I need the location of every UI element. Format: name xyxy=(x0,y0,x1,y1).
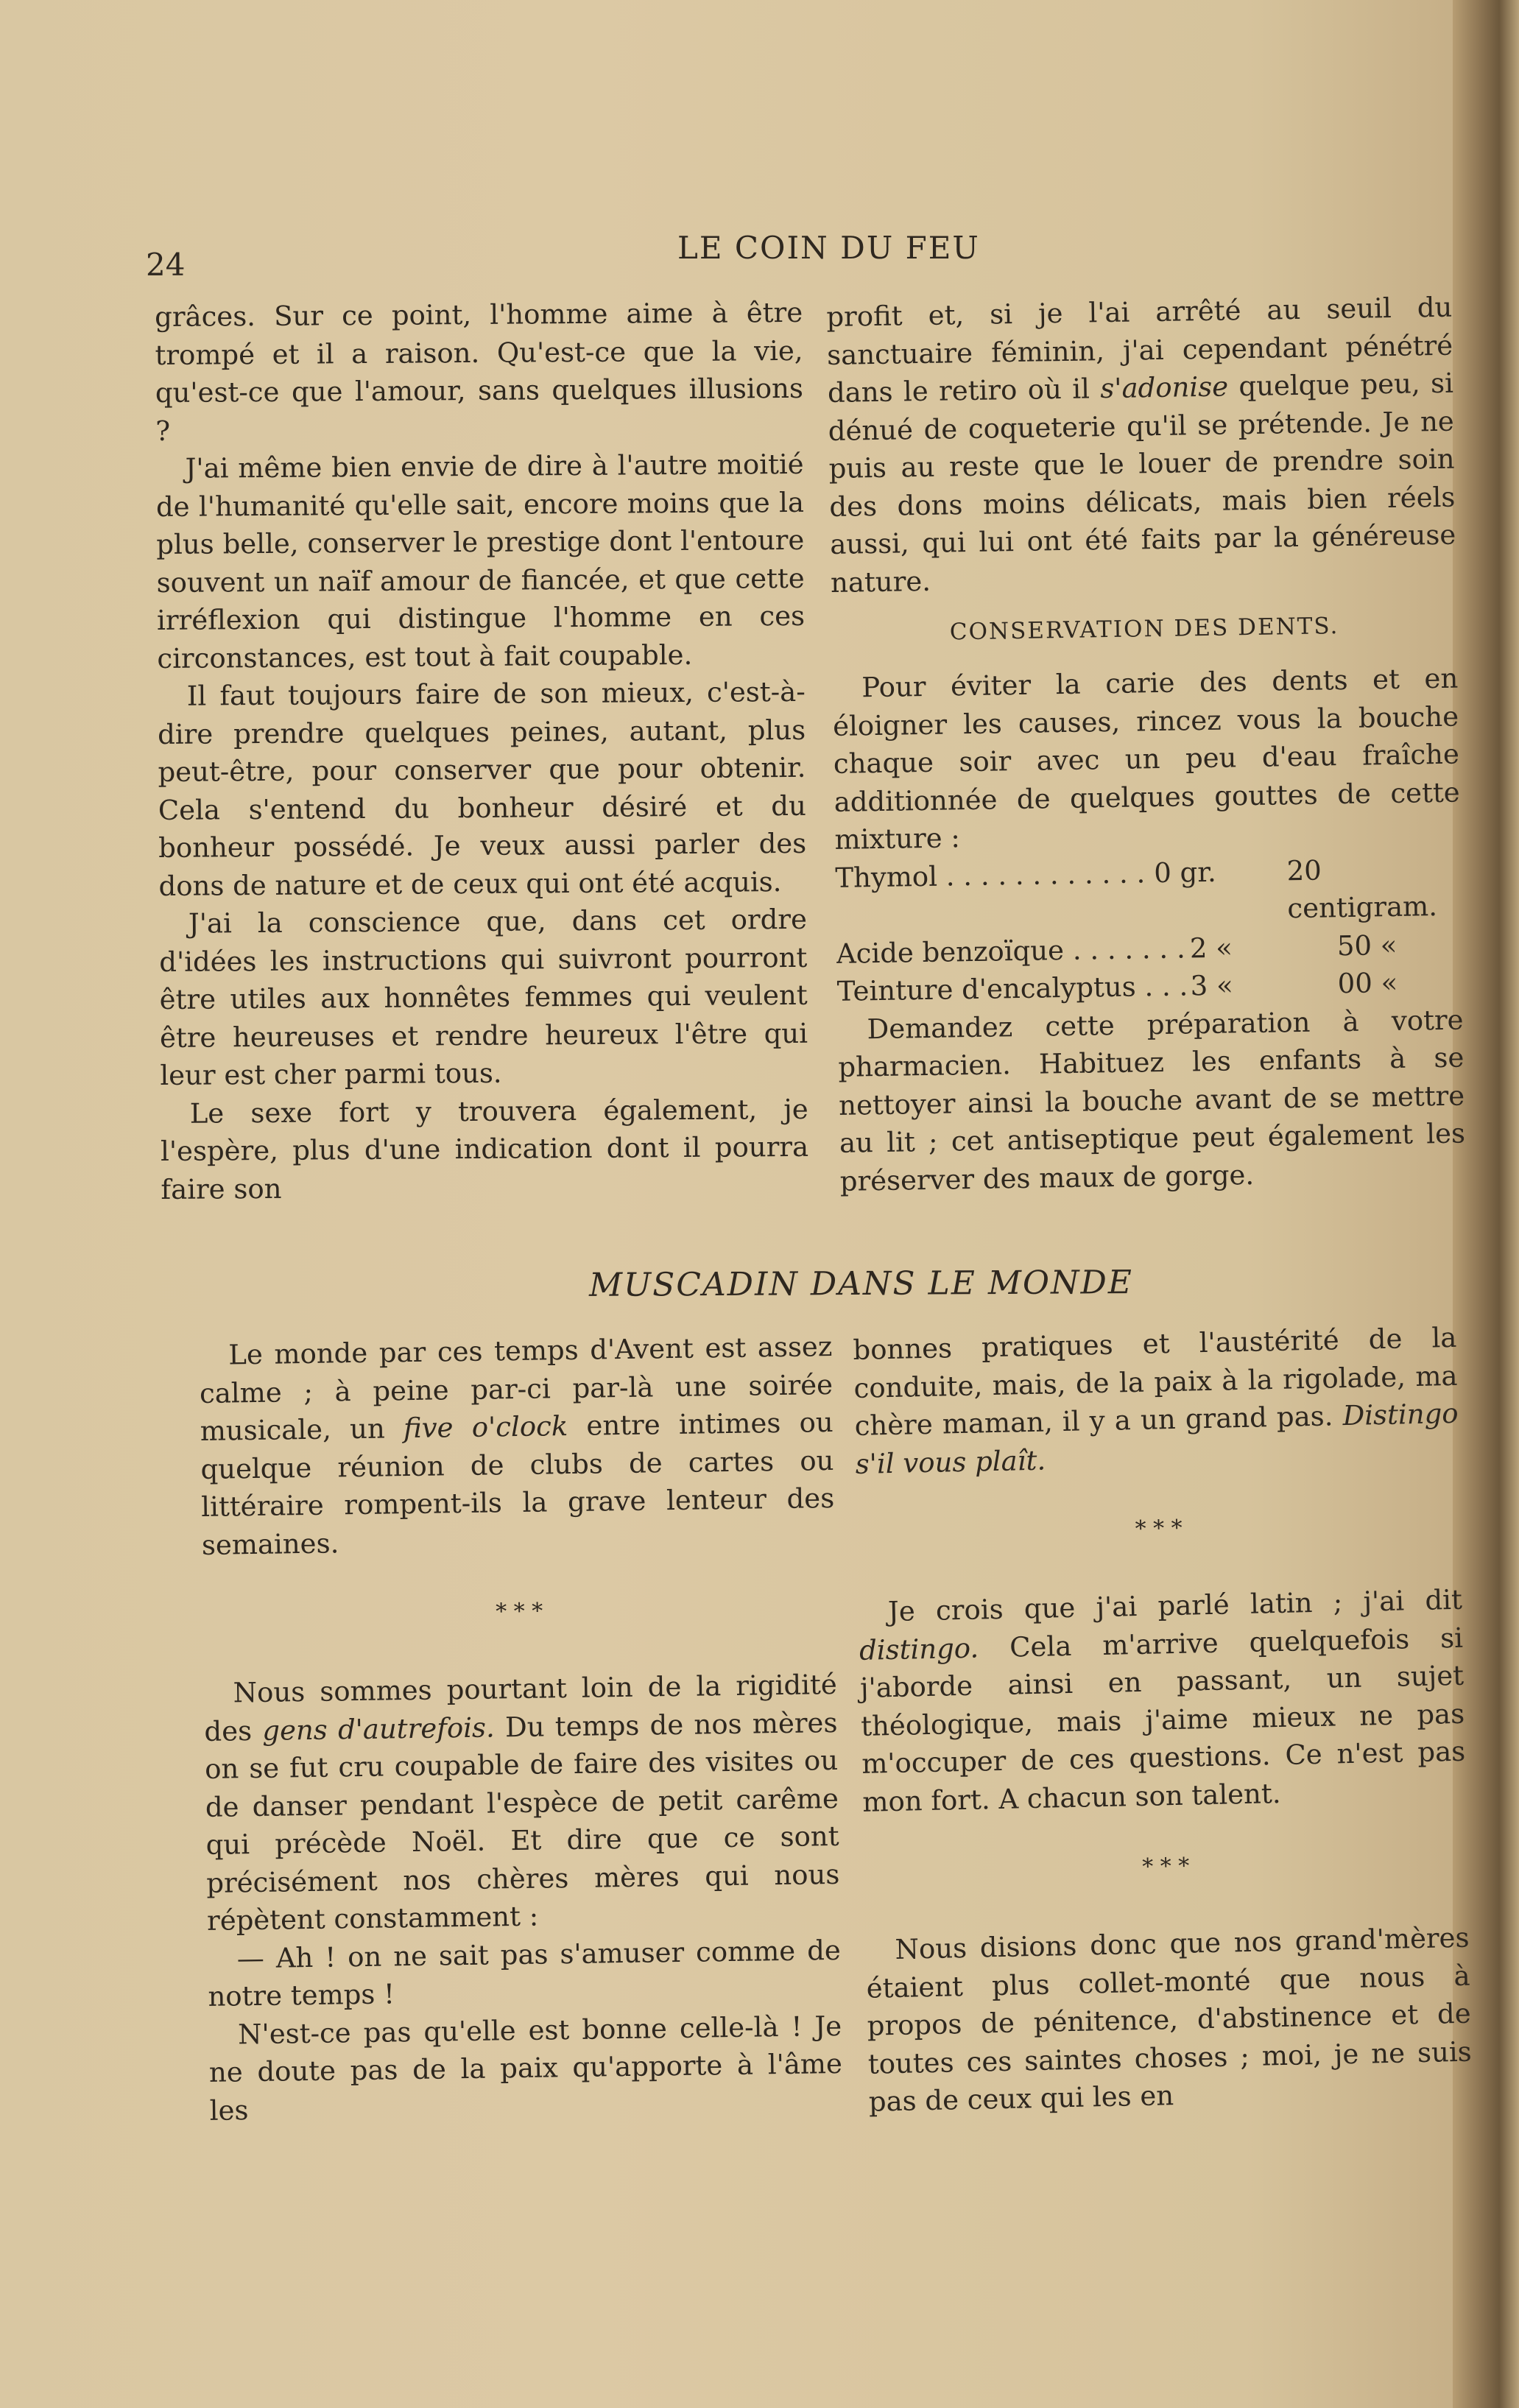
italic-text: gens d'autrefois. xyxy=(262,1711,496,1747)
text-run: Cela m'arrive quelquefois si j'aborde ainsi en passant, un sujet théologique, mais j'aime mieux ne pas m'occuper de ces questions. Ce n'est pas mon fort. A chacun son talent. xyxy=(859,1622,1466,1818)
paragraph: Le sexe fort y trouvera également, je l'espère, plus d'une indication dont il pourra faire son xyxy=(160,1093,809,1205)
paragraph xyxy=(826,289,1456,602)
italic-text: distingo. xyxy=(859,1632,979,1666)
ingredient-grams: 0 gr. xyxy=(1153,856,1216,889)
ingredient-centigrams: 20 centigram. xyxy=(1286,854,1438,925)
text-run: bonnes pratiques et l'austérité de la conduite, mais, de la paix à la rigolade, ma chère maman, il y a un grand pas. xyxy=(853,1321,1458,1442)
text-run: Nous sommes pourtant loin de la rigidité des xyxy=(204,1668,837,1747)
ingredient-grams: 2 « xyxy=(1189,931,1233,964)
paragraph xyxy=(203,1666,840,1940)
paragraph: J'ai la conscience que, dans cet ordre d'idées les instructions qui suivront pourront être utiles aux honnêtes femmes qui veulent être heureuses et rendre heureux l'être qui leur est cher parmi tous. xyxy=(159,903,808,1091)
asterism: * * * xyxy=(1141,1853,1190,1880)
italic-text: s'adonise xyxy=(1100,370,1229,405)
paragraph xyxy=(199,1328,835,1564)
bottom-left-column xyxy=(199,1328,843,2130)
section-title: MUSCADIN DANS LE MONDE xyxy=(588,1264,1134,1304)
text-run: Je crois que j'ai parlé latin ; j'ai dit xyxy=(887,1583,1463,1628)
formula-row xyxy=(835,849,1462,934)
ingredient-name: Teinture d'encalyptus . . . xyxy=(836,967,1191,1010)
text-run: Le monde par ces temps d'Avent est assez calme ; à peine par-ci par-là une soirée musicale, un xyxy=(199,1330,833,1447)
running-title: LE COIN DU FEU xyxy=(677,230,980,266)
paragraph xyxy=(858,1581,1466,1821)
bottom-right-column xyxy=(853,1319,1473,2121)
italic-text: five o'clock xyxy=(403,1410,568,1445)
text-run: profit et, si je l'ai arrêté au seuil du sanctuaire féminin, j'ai cependant pénétré dans le retiro où il xyxy=(826,291,1453,409)
paragraph: Il faut toujours faire de son mieux, c'est-à-dire prendre quelques peines, autant, plus peut-être, pour conserver que pour obtenir. Cela s'entend du bonheur désiré et du bonheur possédé. Je veux aussi parler des dons de nature et de ceux qui ont été acquis. xyxy=(157,675,807,902)
ingredient-name: Acide benzoïque . . . xyxy=(836,929,1191,973)
paragraph: N'est-ce pas qu'elle est bonne celle-là ! Je ne doute pas de la paix qu'apporte à l'âme les xyxy=(208,2010,843,2127)
ingredient-name: Thymol . . . xyxy=(835,854,1155,935)
paragraph: Demandez cette préparation à votre pharmacien. Habituez les enfants à se nettoyer ainsi la bouche avant de se mettre au lit ; cet antiseptique peut également les préserver des maux de gorge. xyxy=(838,1004,1466,1197)
italic-text: Distingo s'il vous plaît. xyxy=(855,1397,1459,1480)
paragraph: Pour éviter la carie des dents et en éloigner les causes, rincez vous la bouche chaque soir avec un peu d'eau fraîche additionnée de quelques gouttes de cette mixture : xyxy=(832,662,1460,856)
ingredient-grams: 3 « xyxy=(1190,969,1234,1002)
subheading: CONSERVATION DES DENTS. xyxy=(949,613,1339,646)
paragraph: grâces. Sur ce point, l'homme aime à être trompé et il a raison. Qu'est-ce que la vie, qu'est-ce que l'amour, sans quelques illusions ? xyxy=(155,296,804,447)
asterism: * * * xyxy=(1135,1515,1183,1543)
formula-list xyxy=(835,849,1463,1010)
top-left-column xyxy=(155,294,809,1208)
asterism: * * * xyxy=(495,1598,543,1625)
text-run: quelque peu, si dénué de coqueterie qu'il se prétende. Je ne puis au reste que le louer de prendre soin des dons moins délicats, mais bien réels aussi, qui lui ont été faits par la généreuse nature. xyxy=(828,367,1456,599)
ingredient-centigrams: 50 « xyxy=(1336,929,1398,962)
text-run: entre intimes ou quelque réunion de clubs de cartes ou littéraire rompent-ils la grave lenteur des semaines. xyxy=(200,1406,835,1561)
paragraph: — Ah ! on ne sait pas s'amuser comme de notre temps ! xyxy=(208,1934,842,2013)
text-run: Du temps de nos mères on se fut cru coupable de faire des visites ou de danser pendant l'espèce de petit carême qui précède Noël. Et dire que ce sont précisément nos chères mères qui nous répètent constamment : xyxy=(204,1706,840,1937)
ingredient-centigrams: 00 « xyxy=(1337,966,1398,1000)
paragraph xyxy=(853,1319,1459,1483)
top-right-column xyxy=(826,289,1466,1200)
paragraph: J'ai même bien envie de dire à l'autre moitié de l'humanité qu'elle sait, encore moins que la plus belle, conserver le prestige dont l'entoure souvent un naïf amour de fiancée, et que cette irréflexion qui distingue l'homme en ces circonstances, est tout à fait coupable. xyxy=(155,448,806,675)
paragraph: Nous disions donc que nos grand'mères étaient plus collet-monté que nous à propos de pénitence, d'abstinence et de toutes ces saintes choses ; moi, je ne suis pas de ceux qui les en xyxy=(866,1921,1473,2118)
page-number: 24 xyxy=(146,247,186,283)
